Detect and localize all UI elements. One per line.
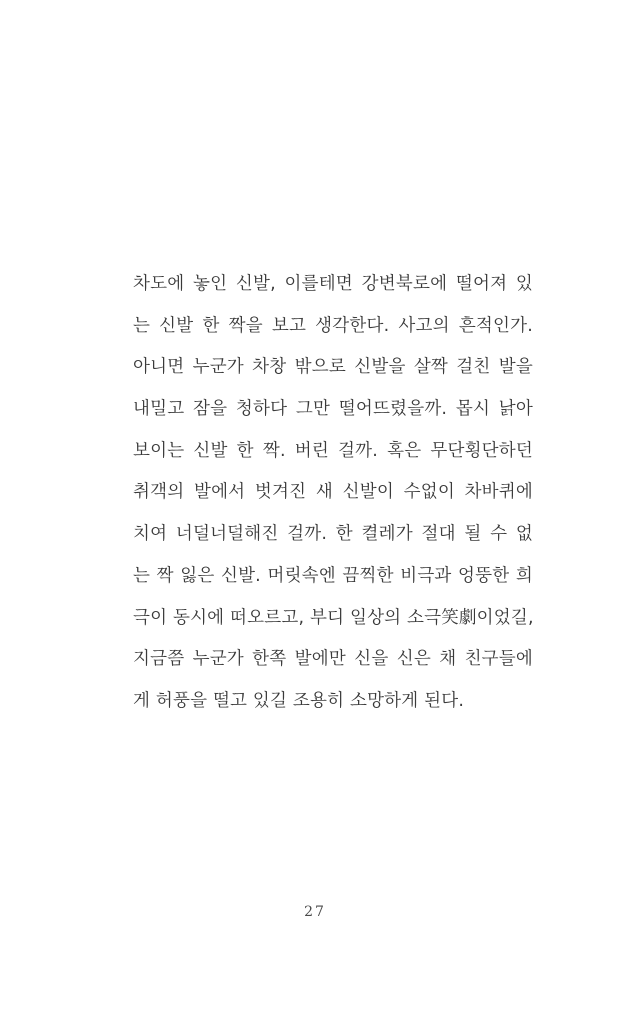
text-line: 게 허풍을 떨고 있길 조용히 소망하게 된다. <box>133 690 465 711</box>
text-line: 극이 동시에 떠오르고, 부디 일상의 소극笑劇이었길, <box>133 607 534 628</box>
text-line: 는 신발 한 짝을 보고 생각한다. 사고의 흔적인가. <box>133 315 533 336</box>
body-paragraph <box>133 264 533 723</box>
text-line: 취객의 발에서 벗겨진 새 신발이 수없이 차바퀴에 <box>133 482 533 503</box>
text-line: 치여 너덜너덜해진 걸까. 한 켤레가 절대 될 수 없 <box>133 524 533 545</box>
text-line: 아니면 누군가 차창 밖으로 신발을 살짝 걸친 발을 <box>133 357 533 378</box>
text-line: 내밀고 잠을 청하다 그만 떨어뜨렸을까. 몹시 낡아 <box>133 399 533 420</box>
text-line: 차도에 놓인 신발, 이를테면 강변북로에 떨어져 있 <box>133 274 533 294</box>
text-line: 보이는 신발 한 짝. 버린 걸까. 혹은 무단횡단하던 <box>133 440 533 461</box>
text-line: 는 짝 잃은 신발. 머릿속엔 끔찍한 비극과 엉뚱한 희 <box>133 565 533 586</box>
page-number: 27 <box>304 904 326 920</box>
text-line: 지금쯤 누군가 한쪽 발에만 신을 신은 채 친구들에 <box>133 649 533 670</box>
